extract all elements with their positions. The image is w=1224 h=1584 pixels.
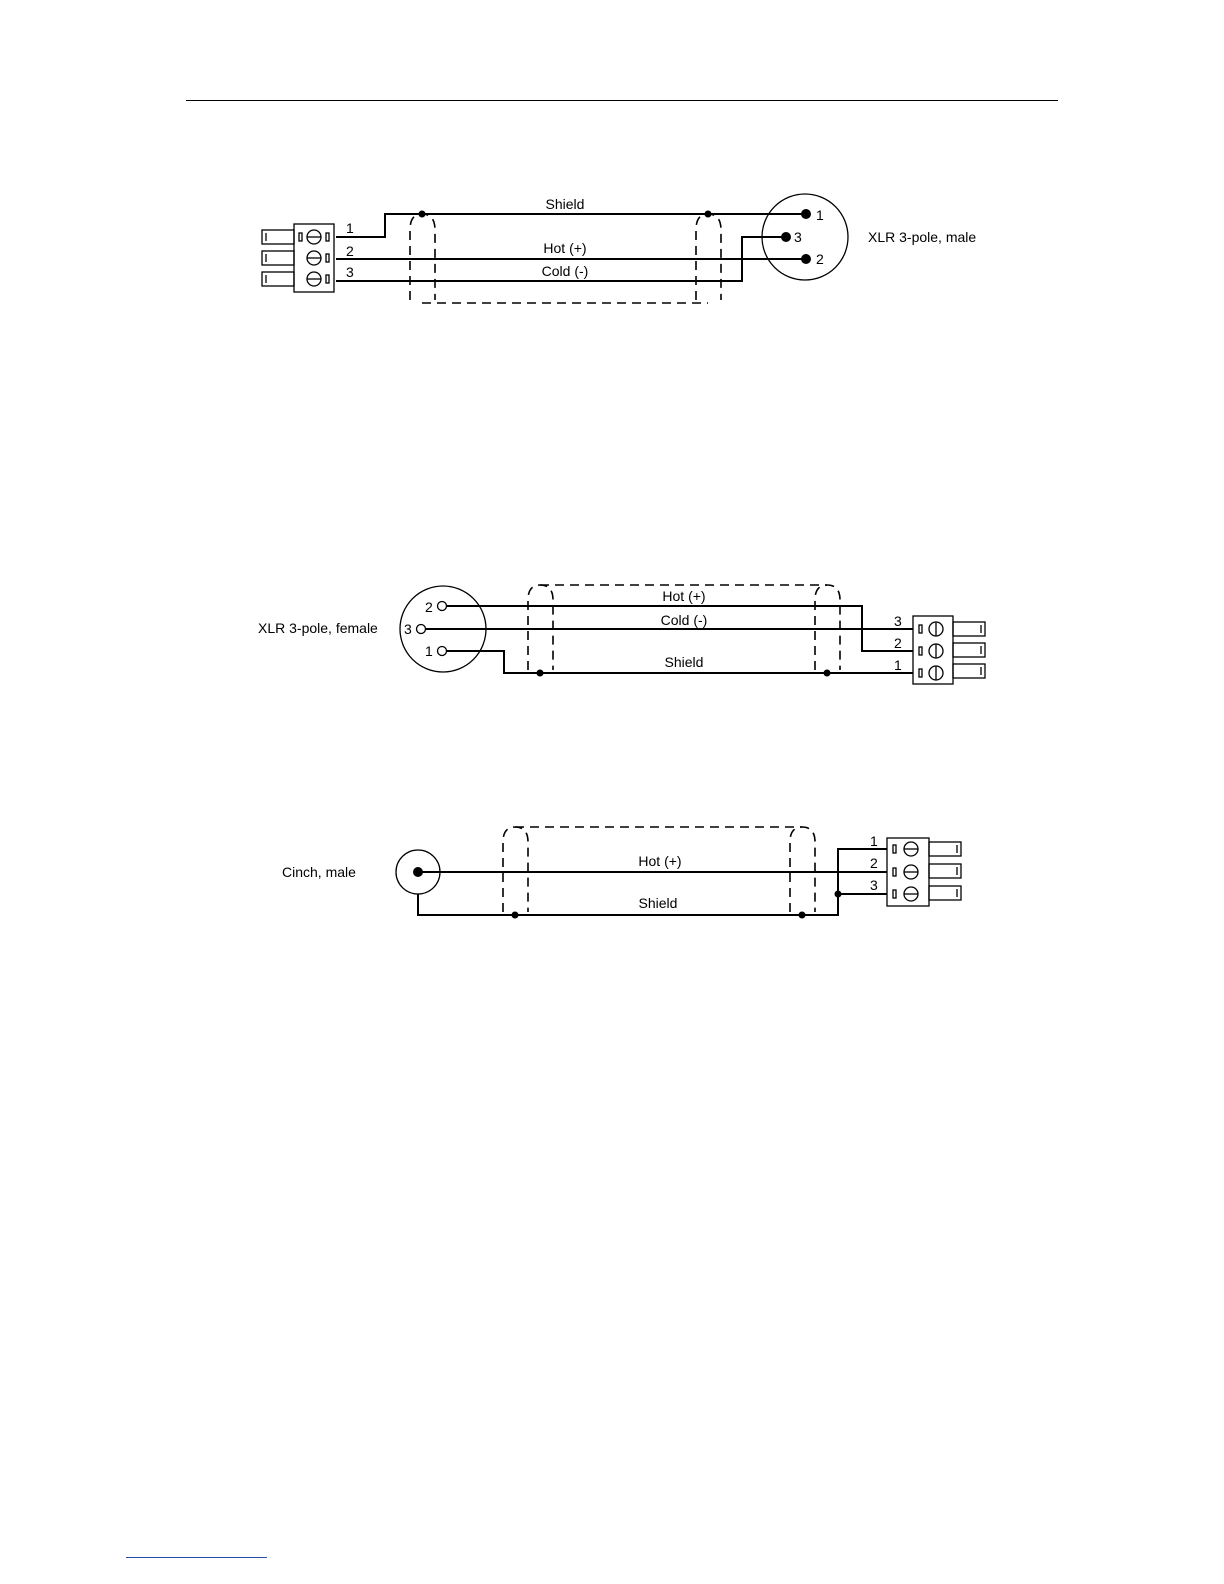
shield-wire bbox=[336, 214, 806, 237]
terminal-pin-1: 1 bbox=[346, 220, 354, 236]
xlr-pin-1: 1 bbox=[816, 207, 824, 223]
shield-label: Shield bbox=[545, 196, 585, 212]
terminal-pin-3: 3 bbox=[870, 877, 878, 893]
terminal-block-connector bbox=[887, 838, 961, 906]
xlr-female-label: XLR 3-pole, female bbox=[258, 620, 378, 636]
terminal-pin-3: 3 bbox=[894, 613, 902, 629]
terminal-pin-1: 1 bbox=[870, 833, 878, 849]
terminal-block-connector bbox=[262, 224, 334, 292]
xlr-pin-2: 2 bbox=[425, 599, 433, 615]
xlr-male-label: XLR 3-pole, male bbox=[868, 229, 977, 245]
terminal-pin-3: 3 bbox=[346, 264, 354, 280]
terminal-pin-2: 2 bbox=[894, 635, 902, 651]
xlr-pin-1: 1 bbox=[425, 643, 433, 659]
cold-label: Cold (-) bbox=[541, 263, 589, 279]
terminal-pin-2: 2 bbox=[346, 243, 354, 259]
terminal-pin-2: 2 bbox=[870, 855, 878, 871]
xlr-pin-3: 3 bbox=[404, 621, 412, 637]
diagram-terminal-to-xlr-male bbox=[262, 194, 976, 303]
hot-label: Hot (+) bbox=[638, 853, 682, 869]
xlr-pin-3: 3 bbox=[794, 229, 802, 245]
hot-label: Hot (+) bbox=[662, 588, 706, 604]
cinch-male-label: Cinch, male bbox=[282, 864, 356, 880]
diagram-cinch-to-terminal bbox=[282, 827, 961, 919]
terminal-pin-1: 1 bbox=[894, 657, 902, 673]
xlr-pin-2: 2 bbox=[816, 251, 824, 267]
diagram-xlr-female-to-terminal bbox=[258, 585, 985, 684]
shield-label: Shield bbox=[664, 654, 704, 670]
terminal-block-connector bbox=[913, 616, 985, 684]
hot-label: Hot (+) bbox=[543, 240, 587, 256]
footer-link-underline bbox=[126, 1557, 267, 1558]
cold-label: Cold (-) bbox=[660, 612, 708, 628]
shield-label: Shield bbox=[638, 895, 678, 911]
